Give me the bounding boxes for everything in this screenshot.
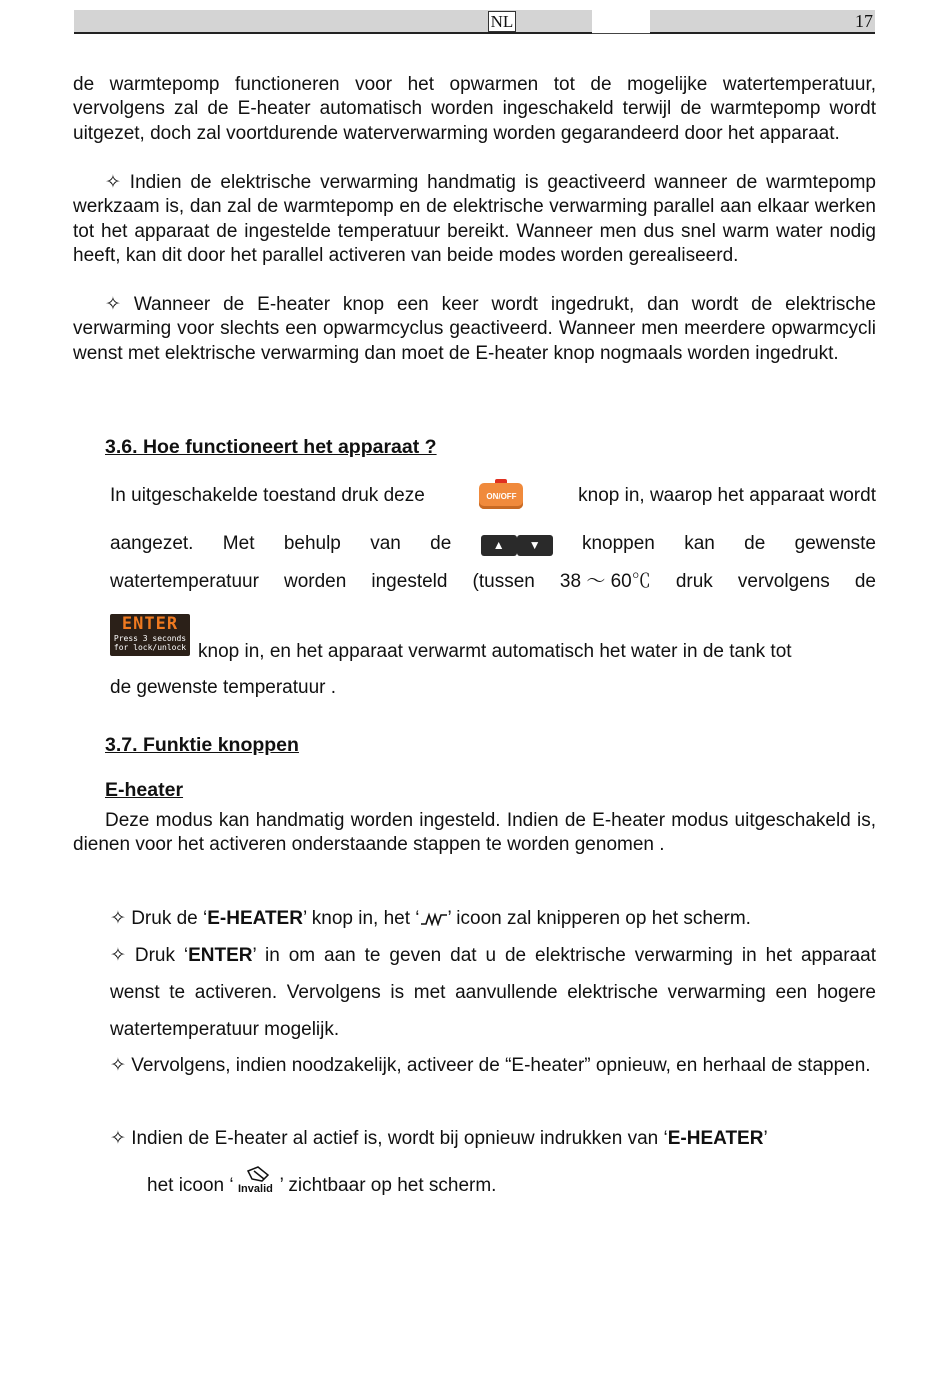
text: aangezet. (110, 533, 194, 554)
text: ✧ Druk ‘ (110, 945, 189, 966)
text: het icoon ‘ (147, 1175, 234, 1196)
text: In uitgeschakelde toestand druk deze (110, 485, 425, 506)
header-divider (592, 10, 650, 34)
s36-line-1 (110, 480, 876, 512)
text: gewenste (794, 533, 876, 554)
text: worden (283, 571, 347, 592)
paragraph-3: ✧ Wanneer de E-heater knop een keer wordt ingedrukt, dan wordt de elektrische verwarming voor slechts een opwarmcyclus geactiveerd. Wanneer men meerdere opwarmcycli wenst met elektrische verwarming dan moet de E-heater knop nogmaals worden ingedrukt. (73, 294, 876, 364)
s36-line-5: de gewenste temperatuur . (110, 677, 337, 698)
bullet-4 (110, 1120, 876, 1204)
text: ’ knop in, het ‘ (302, 908, 420, 929)
bullet-1 (110, 900, 876, 937)
paragraph-2: ✧ Indien de elektrische verwarming handmatig is geactiveerd wanneer de warmtepomp werkzaam is, dan zal de warmtepomp en de elektrische verwarming parallel aan elkaar werken tot het apparaat de ingestelde temperatuur bereikt. Wanneer men dus snel warm water nodig heeft, kan dit door het parallel activeren van beide modes worden gerealiseerd. (73, 172, 876, 267)
enter-button-icon (110, 614, 190, 656)
text: E-HEATER (207, 908, 303, 929)
enter-sub-1: Press 3 seconds (113, 634, 187, 643)
bullet-3: ✧ Vervolgens, indien noodzakelijk, activeer de “E-heater” opnieuw, en herhaal de stappen. (110, 1055, 871, 1076)
text: knop in, waarop het apparaat wordt (578, 485, 876, 506)
e-heater-intro: Deze modus kan handmatig worden ingesteld. Indien de E-heater modus uitgeschakeld is, dienen voor het activeren onderstaande stappen te worden genomen . (73, 810, 876, 856)
text: ✧ Druk de ‘ (110, 908, 208, 929)
text: druk (675, 571, 713, 592)
text: ingesteld (371, 571, 448, 592)
text: ✧ Indien de E-heater al actief is, wordt bij opnieuw indrukken van ‘ (110, 1128, 668, 1149)
text: Met (222, 533, 255, 554)
up-down-buttons-icon: ▲ ▼ (481, 532, 553, 556)
text: behulp (283, 533, 341, 554)
language-tag: NL (488, 11, 516, 32)
text: de (430, 533, 452, 554)
text: kan (684, 533, 715, 554)
s36-line-3 (110, 569, 876, 595)
paragraph-1: de warmtepomp functioneren voor het opwarmen tot de mogelijke watertemperatuur, vervolgens zal de E-heater automatisch worden ingeschakeld terwijl de warmtepomp wordt uitgezet, doch zal voortdurende waterverwarming worden gegarandeerd door het apparaat. (73, 74, 876, 144)
invalid-icon (234, 1165, 280, 1195)
text: ENTER (188, 945, 253, 966)
text: ’ icoon zal knipperen op het scherm. (447, 908, 751, 929)
text: E-HEATER (667, 1128, 764, 1149)
onoff-button-icon: ON/OFF (479, 483, 523, 509)
bullet-2 (110, 937, 876, 1048)
section-3-6-title: 3.6. Hoe functioneert het apparaat ? (105, 436, 437, 458)
text: vervolgens (737, 571, 830, 592)
e-heater-heading: E-heater (105, 779, 184, 801)
s36-line-4: knop in, en het apparaat verwarmt automatisch het water in de tank tot (198, 641, 792, 662)
text: van (370, 533, 401, 554)
text: watertemperatuur (110, 571, 259, 592)
text: ’ in om aan te geven dat u de elektrische verwarming in het apparaat wenst te activeren. Vervolgens is met aanvullende elektrische verwarming een hogere watertemperatuur mogelijk. (110, 945, 876, 1040)
enter-label: ENTER (121, 614, 179, 634)
text: de (744, 533, 766, 554)
text: knoppen (581, 533, 655, 554)
page-header (74, 10, 875, 34)
text: de (854, 571, 876, 592)
section-3-7-title: 3.7. Funktie knoppen (105, 734, 299, 756)
text: ’ (763, 1128, 768, 1149)
text: 38 ～ 60℃ (559, 571, 651, 592)
text: (tussen (472, 571, 535, 592)
text: ’ zichtbaar op het scherm. (279, 1175, 497, 1196)
s36-line-2 (110, 530, 876, 558)
heater-icon (420, 912, 448, 926)
page-number: 17 (855, 11, 873, 31)
enter-sub-2: for lock/unlock (113, 643, 187, 652)
invalid-label: Invalid (237, 1182, 273, 1195)
